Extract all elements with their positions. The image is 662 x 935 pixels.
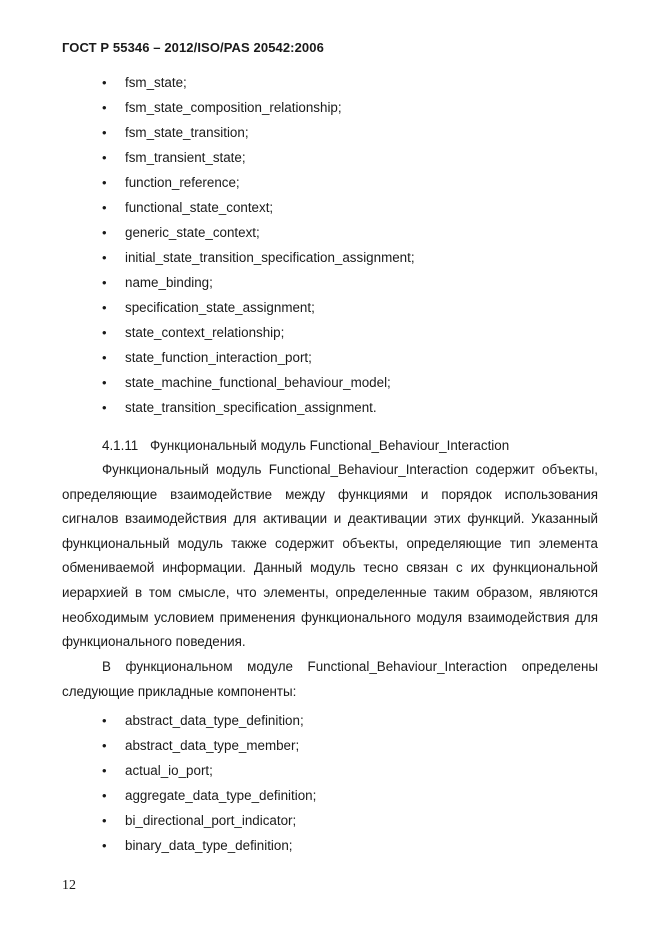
list-item — [62, 345, 598, 370]
bullet-icon: • — [102, 275, 107, 290]
list-item — [62, 808, 598, 833]
list-item — [62, 120, 598, 145]
list-item-text: initial_state_transition_specification_assignment; — [125, 250, 415, 265]
list-item-text: fsm_state; — [125, 75, 187, 90]
list-item-text: fsm_state_composition_relationship; — [125, 100, 342, 115]
list-item-text: actual_io_port; — [125, 763, 213, 778]
list-item-text: functional_state_context; — [125, 200, 274, 215]
list-item-text: name_binding; — [125, 275, 213, 290]
entity-list-2 — [62, 708, 598, 858]
paragraph-description: Функциональный модуль Functional_Behaviour_Interaction содержит объекты, определяющие взаимодействие между функциями и порядок использования сигналов взаимодействия для активации и деактивации этих функций. Указанный функциональный модуль также содержит объекты, определяющие тип элемента обмениваемой информации. Данный модуль тесно связан с их функциональной иерархией в том смысле, что элементы, определенные таким образом, являются необходимым условием применения функционального модуля взаимодействия для функционального поведения. — [62, 462, 598, 650]
list-item-text: generic_state_context; — [125, 225, 260, 240]
list-item-text: state_function_interaction_port; — [125, 350, 312, 365]
section-title: Функциональный модуль Functional_Behaviour_Interaction — [150, 438, 510, 453]
list-item — [62, 95, 598, 120]
list-item-text: abstract_data_type_definition; — [125, 713, 304, 728]
bullet-icon: • — [102, 325, 107, 340]
bullet-icon: • — [102, 75, 107, 90]
list-item — [62, 170, 598, 195]
bullet-icon: • — [102, 200, 107, 215]
bullet-icon: • — [102, 100, 107, 115]
bullet-icon: • — [102, 250, 107, 265]
bullet-icon: • — [102, 125, 107, 140]
bullet-icon: • — [102, 788, 107, 803]
list-item — [62, 783, 598, 808]
bullet-icon: • — [102, 350, 107, 365]
list-item-text: state_context_relationship; — [125, 325, 285, 340]
list-item — [62, 145, 598, 170]
entity-list-1 — [62, 70, 598, 420]
bullet-icon: • — [102, 175, 107, 190]
list-item-text: abstract_data_type_member; — [125, 738, 300, 753]
bullet-icon: • — [102, 225, 107, 240]
list-item — [62, 395, 598, 420]
list-item-text: specification_state_assignment; — [125, 300, 315, 315]
list-item — [62, 195, 598, 220]
bullet-icon: • — [102, 375, 107, 390]
list-item — [62, 270, 598, 295]
list-item-text: binary_data_type_definition; — [125, 838, 293, 853]
list-item — [62, 758, 598, 783]
page-number: 12 — [62, 878, 76, 893]
list-item-text: state_transition_specification_assignment. — [125, 400, 377, 415]
bullet-icon: • — [102, 713, 107, 728]
paragraph-components-intro: В функциональном модуле Functional_Behaviour_Interaction определены следующие прикладные компоненты: — [62, 659, 598, 699]
list-item-text: aggregate_data_type_definition; — [125, 788, 317, 803]
list-item — [62, 245, 598, 270]
list-item — [62, 833, 598, 858]
list-item-text: function_reference; — [125, 175, 240, 190]
section-heading — [102, 433, 509, 458]
list-item-text: bi_directional_port_indicator; — [125, 813, 297, 828]
list-item — [62, 220, 598, 245]
list-item — [62, 370, 598, 395]
bullet-icon: • — [102, 150, 107, 165]
list-item — [62, 295, 598, 320]
page-header: ГОСТ Р 55346 – 2012/ISO/PAS 20542:2006 — [62, 40, 324, 55]
bullet-icon: • — [102, 838, 107, 853]
bullet-icon: • — [102, 763, 107, 778]
bullet-icon: • — [102, 400, 107, 415]
bullet-icon: • — [102, 813, 107, 828]
list-item — [62, 708, 598, 733]
bullet-icon: • — [102, 300, 107, 315]
bullet-icon: • — [102, 738, 107, 753]
list-item-text: state_machine_functional_behaviour_model; — [125, 375, 391, 390]
list-item — [62, 320, 598, 345]
list-item — [62, 70, 598, 95]
list-item — [62, 733, 598, 758]
section-number: 4.1.11 — [102, 438, 139, 453]
list-item-text: fsm_state_transition; — [125, 125, 249, 140]
list-item-text: fsm_transient_state; — [125, 150, 246, 165]
